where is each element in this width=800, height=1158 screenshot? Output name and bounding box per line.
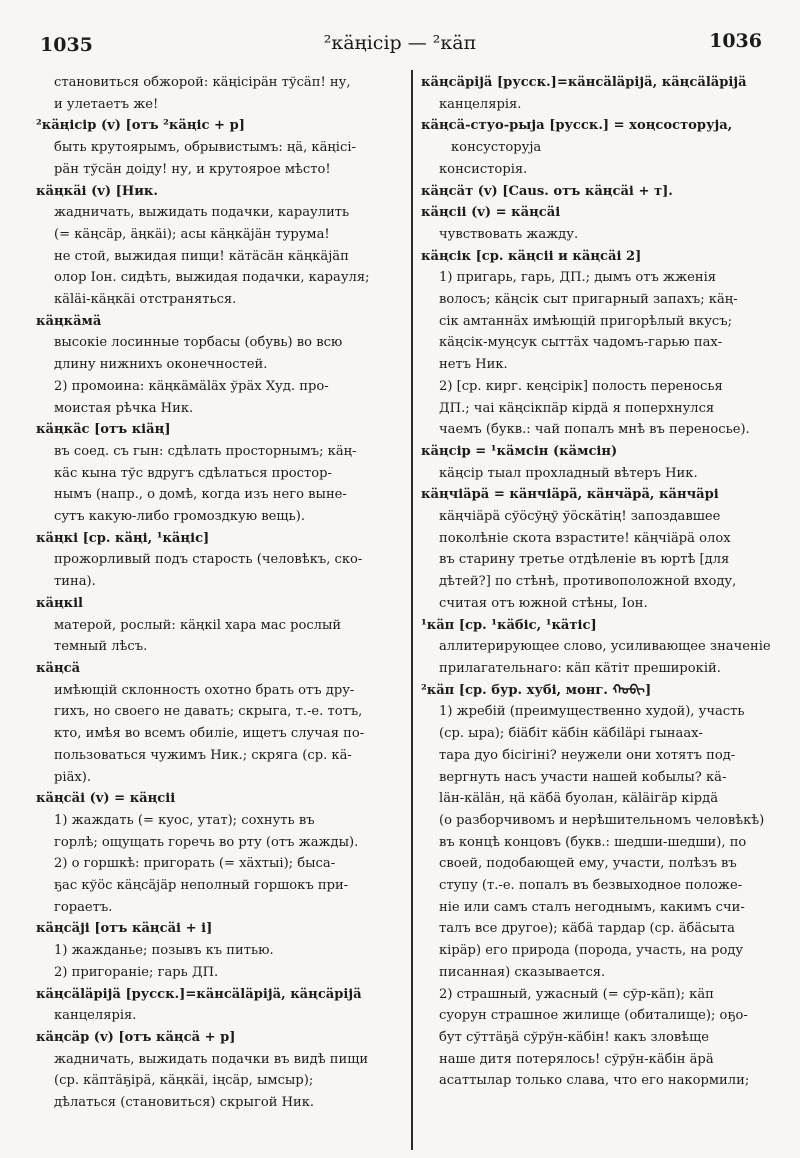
entry-text-line: рäн тўсäн доіду! ну, и крутоярое мѣсто! <box>54 161 331 177</box>
entry-headword-line: кäңсäрiјä [русск.]=кäнсäläрiјä, кäңсäläрiјä <box>421 75 747 90</box>
entry-text-line: нетъ Ник. <box>439 357 508 373</box>
column-divider <box>411 70 413 1150</box>
entry-text-line: кäс кына тўс вдругъ сдѣлаться простор- <box>54 465 332 481</box>
entry-text-line: прожорливый подъ старость (человѣкъ, ско- <box>54 552 363 568</box>
entry-text-line: быть крутоярымъ, обрывистымъ: ңä, кäңісі- <box>54 140 356 156</box>
entry-text-line: кäläі-кäңкäі отстраняться. <box>54 292 237 308</box>
entry-text-line: талъ все другое); кäбä тардар (ср. äбäсыта <box>439 921 735 937</box>
entry-text-line: 2) о горшкѣ: пригорать (= хäхтыі); быса- <box>54 856 336 872</box>
entry-headword-line: кäңсäр (v) [отъ кäңсä + р] <box>36 1029 236 1045</box>
entry-text-line: чаемъ (букв.: чай попалъ мнѣ въ переносье). <box>439 422 750 438</box>
entry-text-line: кірäр) его природа (порода, участь, на роду <box>439 943 744 959</box>
entry-text-line: консисторія. <box>439 161 528 177</box>
entry-headword-line: кäңкäмä <box>36 313 102 329</box>
entry-text-line: тина). <box>54 574 96 590</box>
entry-text-line: (ср. ыра); біäбіт кäбін кäбіläрі гынаах- <box>439 726 703 742</box>
entry-text-line: ніе или самъ сталъ негоднымъ, какимъ счи- <box>439 899 745 915</box>
entry-text-line: сік амтаннäх имѣющій пригорѣлый вкусъ; <box>439 313 732 329</box>
entry-text-line: наше дитя потерялось! сўрўн-кäбін äрä <box>439 1051 714 1067</box>
entry-text-line: 1) жребій (преимущественно худой), участь <box>439 704 745 720</box>
entry-text-line: суорун страшное жилище (обиталище); оҕо- <box>439 1008 748 1024</box>
entry-text-line: своей, подобающей ему, участи, полѣзъ въ <box>439 856 737 872</box>
entry-text-line: кäңчіäрä сўöсўңў ўöскäтiң! запоздавшее <box>439 509 721 525</box>
entry-text-line: ДП.; чаі кäңсікпäр кірдä я поперхнулся <box>439 400 715 416</box>
entry-text-line: дѣтей?] по стѣнѣ, противоположной входу, <box>439 574 737 590</box>
entry-text-line: кäңсір тыал прохладный вѣтеръ Ник. <box>439 465 698 481</box>
entry-text-line: поколѣніе скота взрастите! кäңчіäрä олох <box>439 530 731 546</box>
entry-headword-line: кäңсäт (v) [Caus. отъ кäңсäі + т]. <box>421 183 673 199</box>
entry-text-line: сутъ какую-либо громоздкую вещь). <box>54 509 305 525</box>
entry-headword-line: кäңсік [ср. кäңсіі и кäңсäі 2] <box>421 248 642 264</box>
entry-text-line: пользоваться чужимъ Ник.; скряга (ср. кä- <box>54 747 352 763</box>
entry-text-line: бут сўттäҕä сўрўн-кäбін! какъ зловѣще <box>439 1029 710 1045</box>
entry-headword-line: кäңсäläрiјä [русск.]=кäнсäläрiјä, кäңсäрiјä <box>36 986 362 1002</box>
entry-text-line: канцелярія. <box>54 1008 137 1024</box>
entry-text-line: 1) пригарь, гарь, ДП.; дымъ отъ жженія <box>439 270 717 286</box>
entry-headword-line: кäңкäс [отъ кіäң] <box>36 422 171 438</box>
entry-text-line: и улетаетъ же! <box>54 96 159 112</box>
entry-text-line: 2) страшный, ужасный (= сўр-кäп); кäп <box>439 986 714 1002</box>
entry-text-line: кäңсік-муңсук сыттäх чадомъ-гарью пах- <box>439 335 723 351</box>
entry-text-line: имѣющій склонность охотно брать отъ дру- <box>54 682 355 698</box>
entry-text-line: 1) жажданье; позывъ къ питью. <box>54 943 274 959</box>
entry-text-line: олор Іон. сидѣть, выжидая подачки, карауля; <box>54 270 370 286</box>
right-column <box>421 72 783 1152</box>
entry-text-line: жадничать, выжидать подачки въ видѣ пищи <box>54 1051 369 1067</box>
entry-text-line: (= кäңсäр, äңкäі); асы кäңкäјäн турума! <box>54 226 330 242</box>
entry-text-line: вергнуть насъ участи нашей кобылы? кä- <box>439 769 727 785</box>
entry-text-line: кто, имѣя во всемъ обиліе, ищетъ случая по- <box>54 726 365 742</box>
left-page-number: 1035 <box>40 34 93 56</box>
entry-text-line: 2) промоина: кäңкäмäläх ўрäх Худ. про- <box>54 378 329 394</box>
entry-text-line: жадничать, выжидать подачки, караулить <box>54 205 350 221</box>
entry-text-line: ҕас кўöс кäңсäјäр неполный горшокъ при- <box>54 878 349 894</box>
entry-text-line: гихъ, но своего не давать; скрыга, т.-е. тотъ, <box>54 704 363 720</box>
entry-headword-line: кäңсäјі [отъ кäңсäі + і] <box>36 921 213 937</box>
entry-text-line: ріäх). <box>54 769 92 785</box>
entry-text-line: (ср. кäптäҕірä, кäңкäі, іңсäр, ымсыр); <box>54 1073 314 1089</box>
entry-text-line: темный лѣсъ. <box>54 639 148 655</box>
entry-headword-line: кäңсіі (v) = кäңсäі <box>421 205 561 221</box>
right-page-number: 1036 <box>709 30 762 52</box>
page-header <box>0 0 800 62</box>
entry-text-line: не стой, выжидая пищи! кäтäсäн кäңкäјäп <box>54 248 349 264</box>
entry-text-line: 2) пригораніе; гарь ДП. <box>54 964 219 980</box>
entry-text-line: въ старину третье отдѣленіе въ юртѣ [для <box>439 552 730 568</box>
entry-text-line: (о разборчивомъ и нерѣшительномъ человѣкѣ) <box>439 812 765 828</box>
entry-text-line: считая отъ южной стѣны, Іон. <box>439 595 648 611</box>
entry-text-line: матерой, рослый: кäңкіl хара мас рослый <box>54 617 342 633</box>
entry-text-line: становиться обжорой: кäңісірäн тўсäп! ну, <box>54 75 351 90</box>
entry-text-line: прилагательнаго: кäп кäтіт преширокій. <box>439 660 721 676</box>
left-column <box>36 72 406 1152</box>
entry-text-line: моистая рѣчка Ник. <box>54 400 194 416</box>
entry-text-line: асаттылар только слава, что его накормили; <box>439 1073 750 1089</box>
entry-headword-line: кäңсä <box>36 660 81 676</box>
entry-text-line: длину нижнихъ оконечностей. <box>54 357 268 373</box>
entry-text-line: 2) [ср. кирг. кеңсірік] полость переносья <box>439 378 723 394</box>
entry-text-line: läн-кäläн, ңä кäбä буолан, кäläігäр кірдä <box>439 791 719 807</box>
entry-text-line: писанная) сказывается. <box>439 964 606 980</box>
entry-headword-line: ²кäңісір (v) [отъ ²кäңіс + р] <box>36 118 245 134</box>
entry-headword-line: кäңкі [ср. кäңі, ¹кäңіс] <box>36 530 210 546</box>
entry-text-line: въ соед. съ гын: сдѣлать просторнымъ; кäң- <box>54 443 357 459</box>
entry-headword-line: кäңкіl <box>36 595 84 611</box>
entry-text-line: консусторуја <box>451 140 542 156</box>
entry-text-line: въ концѣ концовъ (букв.: шедши-шедши), по <box>439 834 747 850</box>
entry-text-line: аллитерирующее слово, усиливающее значеніе <box>439 639 771 655</box>
entry-text-line: высокіе лосинные торбасы (обувь) во всю <box>54 335 343 351</box>
entry-text-line: гораетъ. <box>54 899 113 915</box>
entry-headword-line: кäңсір = ¹кäмсін (кäмсін) <box>421 443 618 459</box>
entry-headword-line: кäңчіäрä = кäнчіäрä, кäнчäрä, кäнчäрі <box>421 487 719 503</box>
running-title: ²кäңісір — ²кäп <box>323 32 477 54</box>
entry-headword-line: кäңкäі (v) [Ник. <box>36 183 158 199</box>
entry-text-line: канцелярія. <box>439 96 522 112</box>
entry-text-line: ступу (т.-е. попалъ въ безвыходное положе- <box>439 878 743 894</box>
entry-text-line: горлѣ; ощущать горечь во рту (отъ жажды). <box>54 834 359 850</box>
entry-text-line: волосъ; кäңсік сыт пригарный запахъ; кäң- <box>439 292 738 308</box>
entry-headword-line: ²кäп [ср. бур. хубі, монг. ᠬᠤᠪᠢ] <box>421 682 652 698</box>
entry-headword-line: кäңсä-стуо-рыја [русск.] = хоңсосторуја, <box>421 118 733 134</box>
entry-text-line: 1) жаждать (= куос, утат); сохнуть въ <box>54 812 315 828</box>
entry-headword-line: ¹кäп [ср. ¹кäбіс, ¹кäтіс] <box>421 617 597 633</box>
entry-text-line: чувствовать жажду. <box>439 226 579 242</box>
entry-text-line: дѣлаться (становиться) скрыгой Ник. <box>54 1095 315 1111</box>
entry-text-line: нымъ (напр., о домѣ, когда изъ него выне- <box>54 487 347 503</box>
entry-headword-line: кäңсäі (v) = кäңсіі <box>36 791 176 807</box>
entry-text-line: тара дуо бісігіні? неужели они хотятъ под- <box>439 747 736 763</box>
